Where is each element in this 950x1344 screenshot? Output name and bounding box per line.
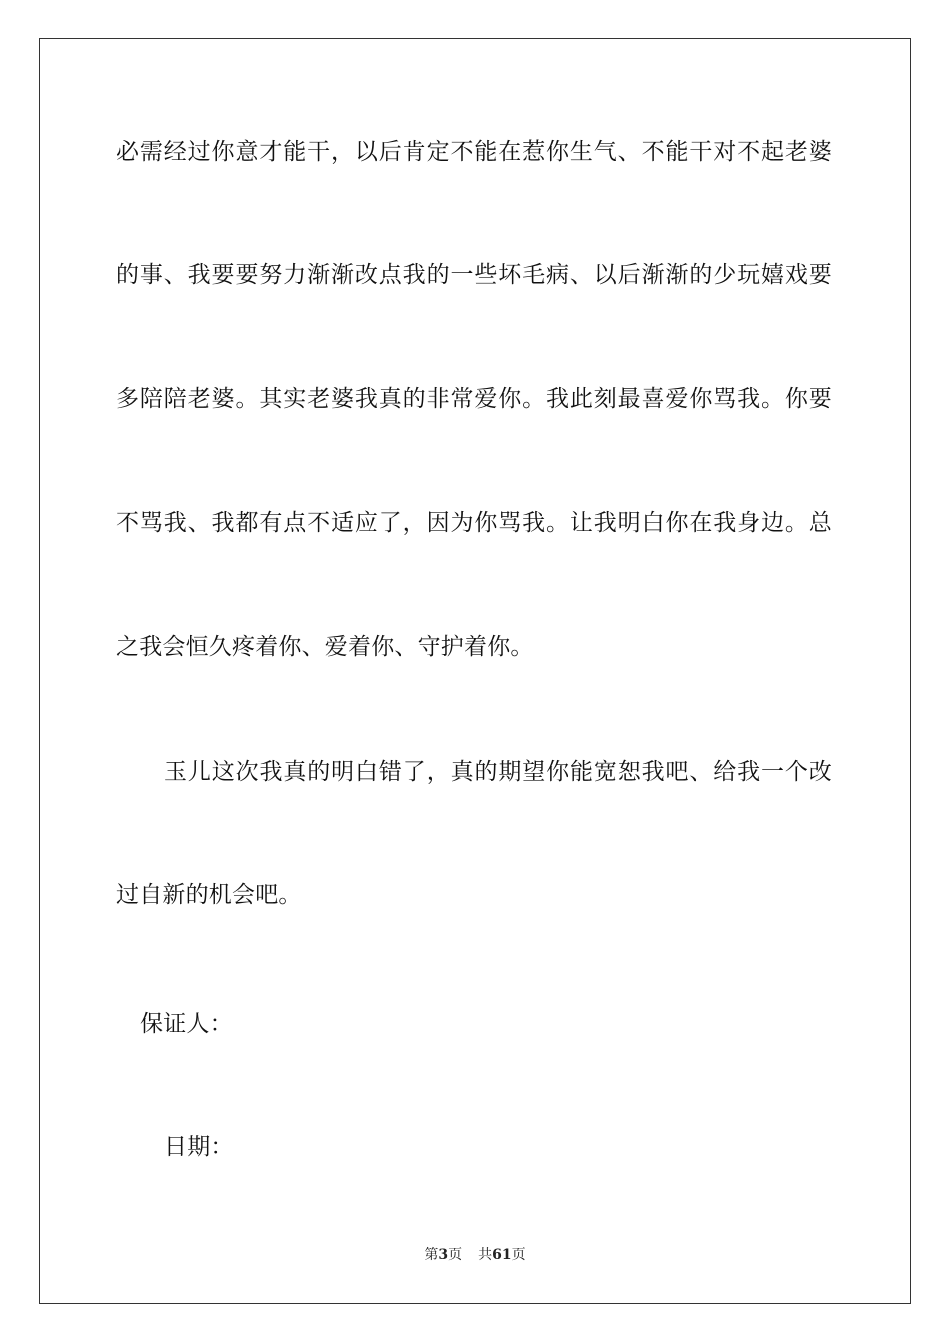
page-footer <box>0 1246 950 1264</box>
body-line-2: 的事、我要要努力渐渐改点我的一些坏毛病、以后渐渐的少玩嬉戏要 <box>116 262 832 288</box>
body-line-3: 多陪陪老婆。其实老婆我真的非常爱你。我此刻最喜爱你骂我。你要 <box>116 386 832 412</box>
footer-page-prefix: 第 <box>424 1247 439 1263</box>
body-line-4: 不骂我、我都有点不适应了，因为你骂我。让我明白你在我身边。总 <box>116 510 832 536</box>
body-line-6: 玉儿这次我真的明白错了，真的期望你能宽恕我吧、给我一个改 <box>164 759 832 785</box>
footer-total-suffix: 页 <box>511 1247 526 1263</box>
footer-page-number: 3 <box>438 1247 449 1263</box>
body-line-5: 之我会恒久疼着你、爱着你、守护着你。 <box>116 634 534 660</box>
footer-total-number: 61 <box>492 1247 512 1263</box>
date-label: 日期： <box>164 1134 234 1160</box>
body-line-7: 过自新的机会吧。 <box>116 882 302 908</box>
page-border <box>39 38 911 1304</box>
body-line-1: 必需经过你意才能干，以后肯定不能在惹你生气、不能干对不起老婆 <box>116 139 832 165</box>
guarantor-label: 保证人： <box>140 1011 233 1037</box>
footer-page-suffix: 页 <box>448 1247 463 1263</box>
footer-total-prefix: 共 <box>478 1247 493 1263</box>
